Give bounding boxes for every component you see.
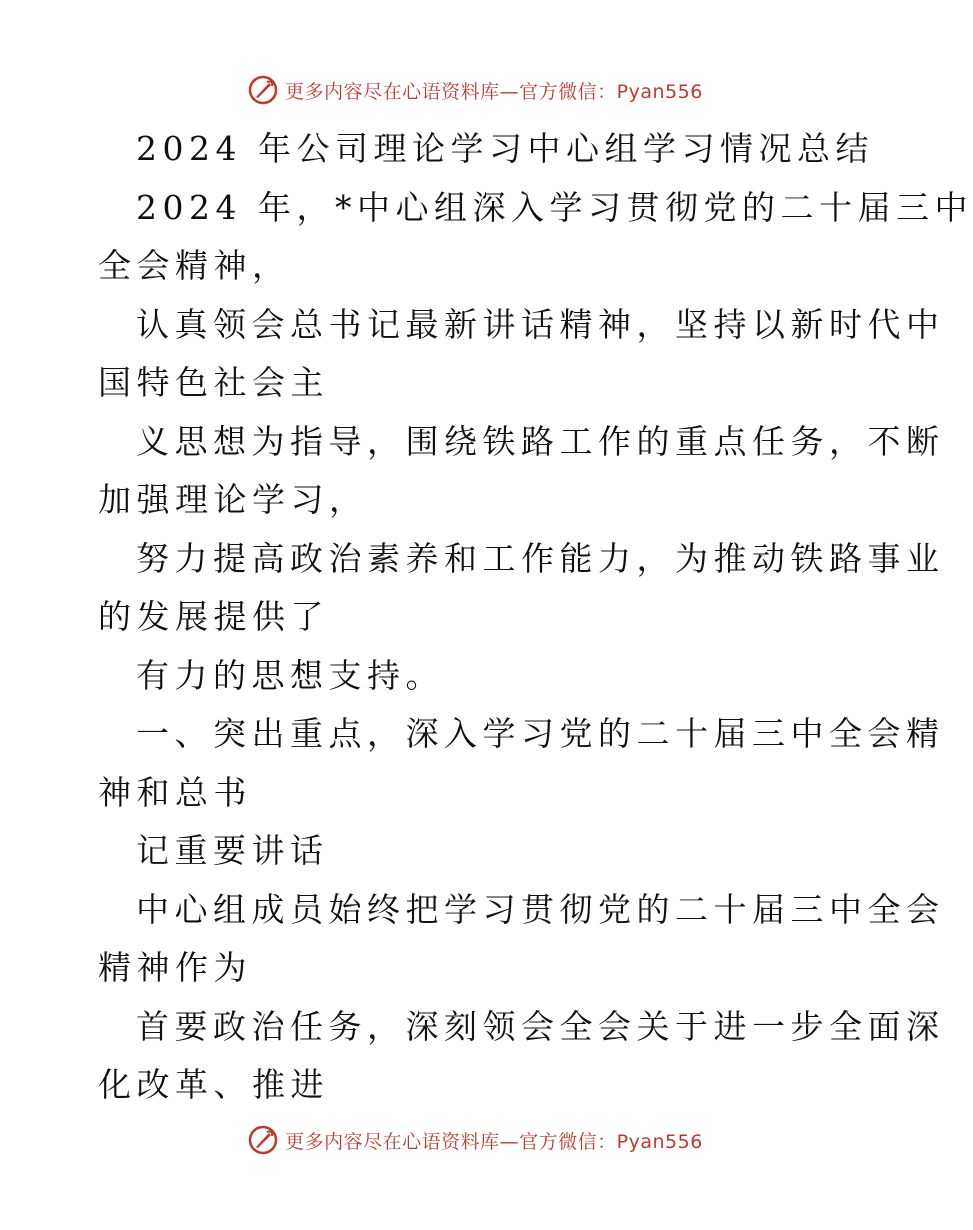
feather-pen-logo-icon <box>247 1124 279 1156</box>
paragraph-line: 加强理论学习， <box>98 480 368 519</box>
paragraph-line: 国特色社会主 <box>98 363 329 402</box>
paragraph-line: 化改革、推进 <box>98 1065 329 1104</box>
feather-pen-logo-icon <box>247 74 279 106</box>
watermark-text: 更多内容尽在心语资料库—官方微信：Pyan556 <box>285 80 703 103</box>
paragraph-line: 首要政治任务，深刻领会全会关于进一步全面深 <box>136 1006 945 1046</box>
document-title: 2024 年公司理论学习中心组学习情况总结 <box>136 129 874 168</box>
paragraph-line: 全会精神， <box>98 246 291 285</box>
section-heading: 记重要讲话 <box>136 831 329 870</box>
paragraph-line: 精神作为 <box>98 948 252 987</box>
paragraph-line: 2024 年，*中心组深入学习贯彻党的二十届三中 <box>136 187 973 227</box>
watermark-banner-bottom <box>0 1120 950 1160</box>
section-heading: 神和总书 <box>98 772 252 812</box>
section-heading: 一、突出重点，深入学习党的二十届三中全会精 <box>136 714 945 753</box>
document-body <box>98 120 973 1115</box>
paragraph-line: 认真领会总书记最新讲话精神，坚持以新时代中 <box>136 304 945 344</box>
paragraph-line: 的发展提供了 <box>98 597 329 636</box>
paragraph-line: 中心组成员始终把学习贯彻党的二十届三中全会 <box>136 889 945 929</box>
watermark-banner-top <box>0 70 950 110</box>
paragraph-line: 有力的思想支持。 <box>136 655 444 695</box>
watermark-text: 更多内容尽在心语资料库—官方微信：Pyan556 <box>285 1130 703 1153</box>
paragraph-line: 努力提高政治素养和工作能力，为推动铁路事业 <box>136 538 945 578</box>
paragraph-line: 义思想为指导，围绕铁路工作的重点任务，不断 <box>136 421 945 461</box>
